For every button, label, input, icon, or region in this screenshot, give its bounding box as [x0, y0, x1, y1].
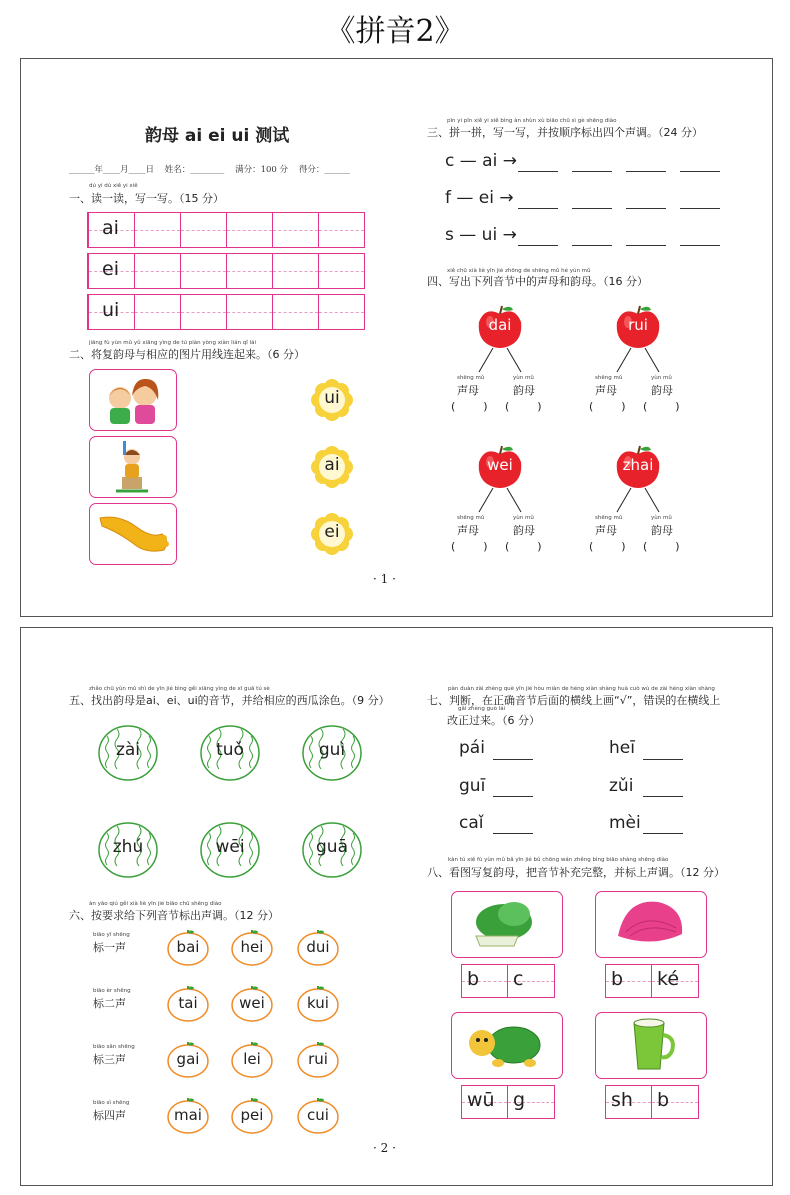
page-number: · 1 · — [373, 572, 396, 586]
shengmu-answer[interactable]: ( ) — [451, 400, 488, 413]
judge-item: zǔi — [609, 776, 634, 796]
sec2-pinyin: jiāng fù yùn mǔ yǔ xiāng yìng de tú piàn yòng xiàn lián qǐ lái — [89, 340, 256, 346]
tone-rule-label: 标一声 — [93, 941, 126, 954]
sec7-pinyin: pàn duàn zài zhèng què yīn jié hòu miàn de héng xiàn shàng huà cuò wù de zài héng xiàn shàng — [448, 686, 715, 692]
answer-blank[interactable] — [626, 245, 666, 246]
shengmu-label: 声母 — [457, 384, 479, 397]
answer-blank[interactable] — [518, 208, 558, 209]
apple-block-dai — [445, 304, 575, 444]
melon-tuo[interactable] — [199, 724, 261, 782]
sec6-pinyin: àn yāo qiú gěi xià liè yīn jié biāo chū shēng diào — [89, 901, 222, 907]
apple-zhai — [613, 444, 663, 490]
flower-label: ei — [324, 522, 340, 542]
yunmu-answer[interactable]: ( ) — [643, 400, 680, 413]
tone-orange[interactable] — [167, 930, 209, 966]
melon-gua[interactable] — [301, 821, 363, 879]
melon-wei[interactable] — [199, 821, 261, 879]
judge-blank[interactable] — [493, 833, 533, 834]
tone-orange[interactable] — [167, 1042, 209, 1078]
answer-box-cup[interactable] — [605, 1085, 699, 1119]
shengmu-answer[interactable]: ( ) — [589, 540, 626, 553]
melon-syllable: guì — [318, 740, 346, 760]
sec7-pinyin-2: gǎi zhèng guò lái — [458, 706, 506, 712]
page-2 — [20, 627, 773, 1186]
yunmu-label: 韵母 — [513, 524, 535, 537]
answer-blank[interactable] — [626, 171, 666, 172]
apple-wei — [475, 444, 525, 490]
writing-row-ai[interactable] — [87, 212, 365, 248]
shell-picture — [595, 891, 707, 958]
yunmu-label: 韵母 — [651, 384, 673, 397]
tone-syllable: tai — [178, 994, 198, 1012]
tone-syllable: dui — [306, 938, 330, 956]
answer-blank[interactable] — [572, 245, 612, 246]
sec2-heading: 二、将复韵母与相应的图片用线连起来。（6 分） — [69, 348, 305, 361]
melon-syllable: wēi — [215, 837, 245, 857]
shengmu-answer[interactable]: ( ) — [589, 400, 626, 413]
sec7-heading: 七、判断，在正确音节后面的横线上画“√”，错误的在横线上 — [427, 694, 721, 707]
writing-row-ui[interactable] — [87, 294, 365, 330]
info-line: ______年____月____日 姓名：________ 满分：100 分 得分：______ — [69, 165, 350, 175]
sec1-pinyin: dú yi dú xiě yi xiě — [89, 183, 138, 189]
row-label: ui — [102, 299, 120, 321]
answer-blank[interactable] — [518, 171, 558, 172]
tone-syllable: lei — [243, 1050, 261, 1068]
tone-rule-label: 标二声 — [93, 997, 126, 1010]
apple-syllable: wei — [487, 456, 513, 474]
shengmu-pinyin: shēng mǔ — [595, 375, 623, 381]
tone-rule-pinyin: biāo yī shēng — [93, 932, 130, 938]
box-letter-1: sh — [611, 1089, 633, 1111]
box-letter-2: ké — [657, 968, 680, 990]
tone-orange[interactable] — [167, 1098, 209, 1134]
yunmu-pinyin: yùn mǔ — [513, 375, 534, 381]
yunmu-answer[interactable]: ( ) — [505, 400, 542, 413]
answer-blank[interactable] — [518, 245, 558, 246]
tone-rule-pinyin: biāo sān shēng — [93, 1044, 135, 1050]
tone-orange[interactable] — [231, 930, 273, 966]
sec8-pinyin: kàn tú xiě fù yùn mǔ bǎ yīn jié bǔ chōng wán zhěng bìng biāo shàng shēng diào — [448, 857, 669, 863]
melon-syllable: guā — [316, 837, 348, 857]
judge-item: heī — [609, 738, 635, 758]
flower-ui[interactable] — [311, 379, 353, 421]
formula-s-ui: s — ui → — [445, 225, 517, 245]
melon-zhu[interactable] — [97, 821, 159, 879]
shengmu-label: 声母 — [595, 524, 617, 537]
shengmu-pinyin: shēng mǔ — [457, 515, 485, 521]
row-label: ei — [102, 258, 119, 280]
flower-ai[interactable] — [311, 446, 353, 488]
answer-box-cabbage[interactable] — [461, 964, 555, 998]
writing-row-ei[interactable] — [87, 253, 365, 289]
sec3-heading: 三、拼一拼，写一写，并按顺序标出四个声调。（24 分） — [427, 126, 703, 139]
tone-syllable: cui — [307, 1106, 329, 1124]
apple-syllable: rui — [628, 316, 648, 334]
box-letter-2: g — [513, 1089, 526, 1111]
sec6-heading: 六、按要求给下列音节标出声调。（12 分） — [69, 909, 279, 922]
tone-rule-label: 标三声 — [93, 1053, 126, 1066]
judge-item: caǐ — [459, 813, 484, 833]
judge-blank[interactable] — [493, 796, 533, 797]
tone-orange[interactable] — [231, 1098, 273, 1134]
apple-syllable: dai — [488, 316, 512, 334]
tone-syllable: kui — [307, 994, 329, 1012]
tone-syllable: mai — [174, 1106, 202, 1124]
sec8-heading: 八、看图写复韵母，把音节补充完整，并标上声调。（12 分） — [427, 866, 725, 879]
judge-blank[interactable] — [643, 796, 683, 797]
melon-syllable: tuǒ — [216, 740, 244, 760]
tone-rule-label: 标四声 — [93, 1109, 126, 1122]
answer-blank[interactable] — [680, 171, 720, 172]
row-label: ai — [102, 217, 119, 239]
apple-block-zhai — [583, 444, 713, 584]
answer-box-turtle[interactable] — [461, 1085, 555, 1119]
turtle-picture — [451, 1012, 563, 1079]
tone-syllable: rui — [308, 1050, 328, 1068]
yunmu-answer[interactable]: ( ) — [643, 540, 680, 553]
foot-picture[interactable] — [89, 503, 177, 565]
formula-c-ai: c — ai → — [445, 151, 517, 171]
tone-orange[interactable] — [231, 1042, 273, 1078]
sec5-heading: 五、找出韵母是ai、ei、ui的音节，并给相应的西瓜涂色。（9 分） — [69, 694, 390, 707]
sec4-pinyin: xiě chū xià liè yīn jié zhōng de shēng mǔ hé yùn mǔ — [447, 268, 591, 274]
answer-blank[interactable] — [572, 171, 612, 172]
sec5-pinyin: zhǎo chū yùn mǔ shì de yīn jié bìng gěi xiāng yìng de xī guā tú sè — [89, 686, 270, 692]
apple-block-rui — [583, 304, 713, 444]
yunmu-pinyin: yùn mǔ — [513, 515, 534, 521]
judge-blank[interactable] — [643, 759, 683, 760]
yunmu-answer[interactable]: ( ) — [505, 540, 542, 553]
apple-syllable: zhai — [622, 456, 654, 474]
flower-ei[interactable] — [311, 513, 353, 555]
tone-syllable: wei — [239, 994, 265, 1012]
yunmu-label: 韵母 — [651, 524, 673, 537]
shengmu-label: 声母 — [595, 384, 617, 397]
flower-label: ui — [324, 388, 340, 408]
melon-syllable: zài — [115, 740, 141, 760]
box-letter-1: b — [611, 968, 624, 990]
tone-syllable: pei — [240, 1106, 264, 1124]
answer-blank[interactable] — [626, 208, 666, 209]
yunmu-pinyin: yùn mǔ — [651, 515, 672, 521]
judge-item: pái — [459, 738, 485, 758]
judge-blank[interactable] — [643, 833, 683, 834]
formula-f-ei: f — ei → — [445, 188, 514, 208]
apple-block-wei — [445, 444, 575, 584]
child-brushing-picture[interactable] — [89, 436, 177, 498]
shengmu-label: 声母 — [457, 524, 479, 537]
melon-zai[interactable] — [97, 724, 159, 782]
document-title: 《拼音2》 — [325, 14, 465, 49]
box-letter-1: b — [467, 968, 480, 990]
tone-orange[interactable] — [297, 930, 339, 966]
page-number: · 2 · — [373, 1141, 396, 1155]
box-letter-1: wū — [467, 1089, 495, 1111]
tone-orange[interactable] — [297, 1042, 339, 1078]
tone-orange[interactable] — [297, 1098, 339, 1134]
apple-dai — [475, 304, 525, 350]
cabbage-picture — [451, 891, 563, 958]
melon-gui[interactable] — [301, 724, 363, 782]
answer-blank[interactable] — [680, 208, 720, 209]
box-letter-2: b — [657, 1089, 670, 1111]
sec1-heading: 一、读一读，写一写。（15 分） — [69, 192, 224, 205]
test-title: 韵母 ai ei ui 测试 — [145, 126, 290, 146]
yunmu-pinyin: yùn mǔ — [651, 375, 672, 381]
tone-rule-pinyin: biāo èr shēng — [93, 988, 131, 994]
judge-blank[interactable] — [493, 759, 533, 760]
judge-item: guī — [459, 776, 486, 796]
melon-syllable: zhú — [112, 837, 144, 857]
yunmu-label: 韵母 — [513, 384, 535, 397]
tone-orange[interactable] — [297, 986, 339, 1022]
sec7-heading-2: 改正过来。（6 分） — [447, 714, 540, 727]
tone-orange[interactable] — [167, 986, 209, 1022]
kids-picture[interactable] — [89, 369, 177, 431]
answer-blank[interactable] — [680, 245, 720, 246]
box-letter-2: c — [513, 968, 524, 990]
apple-rui — [613, 304, 663, 350]
sec3-pinyin: pīn yi pīn xiě yi xiě bìng àn shùn xù biāo chū sì gè shēng diào — [447, 118, 617, 124]
tone-orange[interactable] — [231, 986, 273, 1022]
answer-box-shell[interactable] — [605, 964, 699, 998]
tone-syllable: gai — [176, 1050, 200, 1068]
tone-syllable: hei — [240, 938, 264, 956]
tone-rule-pinyin: biāo sì shēng — [93, 1100, 130, 1106]
judge-item: mèi — [609, 813, 641, 833]
shengmu-pinyin: shēng mǔ — [595, 515, 623, 521]
tone-syllable: bai — [176, 938, 200, 956]
shengmu-answer[interactable]: ( ) — [451, 540, 488, 553]
flower-label: ai — [324, 455, 340, 475]
shengmu-pinyin: shēng mǔ — [457, 375, 485, 381]
answer-blank[interactable] — [572, 208, 612, 209]
page-1 — [20, 58, 773, 617]
cup-picture — [595, 1012, 707, 1079]
sec4-heading: 四、写出下列音节中的声母和韵母。（16 分） — [427, 275, 648, 288]
